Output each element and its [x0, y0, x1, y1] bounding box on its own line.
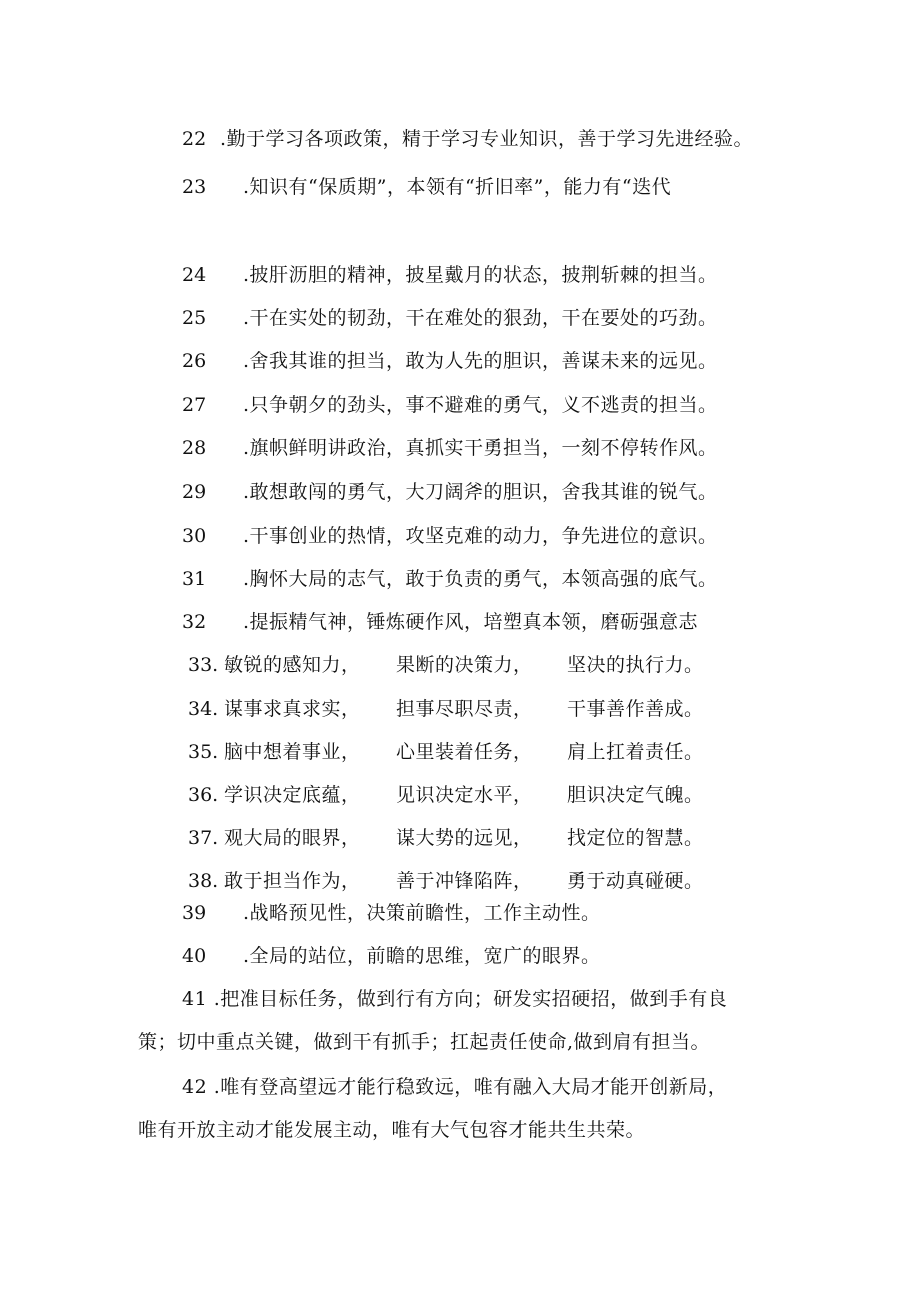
cell-c: 勇于动真碰硬。: [567, 870, 704, 892]
item-number: 30: [182, 525, 207, 547]
cell-b: 善于冲锋陷阵，: [396, 870, 533, 892]
item-number: 26: [182, 350, 207, 372]
cell-b: 见识决定水平，: [396, 784, 533, 806]
item-number: 38.: [188, 870, 219, 892]
item-text: .知识有“保质期”，本领有“折旧率”，能力有“迭代: [243, 176, 672, 198]
item-text: .勤于学习各项政策，精于学习专业知识，善于学习先进经验。: [220, 128, 754, 150]
item-number: 22: [182, 128, 207, 150]
item-text: .提振精气神，锤炼硬作风，培塑真本领，磨砺强意志: [243, 611, 699, 633]
item-number: 37.: [188, 827, 219, 849]
cell-b: 果断的决策力，: [396, 654, 533, 676]
item-text: .舍我其谁的担当，敢为人先的胆识，善谋未来的远见。: [243, 350, 718, 372]
item-number: 28: [182, 437, 207, 459]
item-number: 36.: [188, 784, 219, 806]
item-number: 40: [182, 945, 207, 967]
item-number: 33.: [188, 654, 219, 676]
item-text: .胸怀大局的志气，敢于负责的勇气，本领高强的底气。: [243, 568, 718, 590]
item-number: 31: [182, 568, 207, 590]
cell-c: 坚决的执行力。: [567, 654, 704, 676]
cell-a: 敏锐的感知力，: [224, 654, 361, 676]
item-text: .只争朝夕的劲头，事不避难的勇气，义不逃责的担当。: [243, 394, 718, 416]
item-text: .干在实处的韧劲，干在难处的狠劲，干在要处的巧劲。: [243, 307, 718, 329]
item-number: 34.: [188, 698, 219, 720]
cell-c: 找定位的智慧。: [567, 827, 704, 849]
item-text: .战略预见性，决策前瞻性，工作主动性。: [243, 902, 601, 924]
item-number: 35.: [188, 741, 219, 763]
item-number: 32: [182, 611, 207, 633]
item-text: .披肝沥胆的精神，披星戴月的状态，披荆斩棘的担当。: [243, 264, 718, 286]
item-number: 24: [182, 264, 207, 286]
cell-b: 谋大势的远见，: [396, 827, 533, 849]
cell-a: 脑中想着事业，: [224, 741, 361, 763]
cell-a: 观大局的眼界，: [224, 827, 361, 849]
item-text: .旗帜鲜明讲政治，真抓实干勇担当，一刻不停转作风。: [243, 437, 718, 459]
paragraph-line: 41 .把准目标任务，做到行有方向；研发实招硬招，做到手有良: [182, 988, 728, 1010]
cell-c: 干事善作善成。: [567, 698, 704, 720]
paragraph-line: 42 .唯有登高望远才能行稳致远，唯有融入大局才能开创新局，: [182, 1076, 728, 1098]
cell-b: 心里装着任务，: [396, 741, 533, 763]
cell-c: 肩上扛着责任。: [567, 741, 704, 763]
item-number: 23: [182, 176, 207, 198]
item-number: 29: [182, 481, 207, 503]
cell-a: 谋事求真求实，: [224, 698, 361, 720]
paragraph-line: 唯有开放主动才能发展主动，唯有大气包容才能共生共荣。: [138, 1119, 646, 1141]
cell-a: 敢于担当作为，: [224, 870, 361, 892]
item-number: 39: [182, 902, 207, 924]
cell-b: 担事尽职尽责，: [396, 698, 533, 720]
cell-a: 学识决定底蕴，: [224, 784, 361, 806]
cell-c: 胆识决定气魄。: [567, 784, 704, 806]
item-number: 27: [182, 394, 207, 416]
item-number: 25: [182, 307, 207, 329]
item-text: .干事创业的热情，攻坚克难的动力，争先进位的意识。: [243, 525, 718, 547]
item-text: .全局的站位，前瞻的思维，宽广的眼界。: [243, 945, 601, 967]
item-text: .敢想敢闯的勇气，大刀阔斧的胆识，舍我其谁的锐气。: [243, 481, 718, 503]
paragraph-line: 策；切中重点关键，做到干有抓手；扛起责任使命,做到肩有担当。: [138, 1031, 711, 1053]
